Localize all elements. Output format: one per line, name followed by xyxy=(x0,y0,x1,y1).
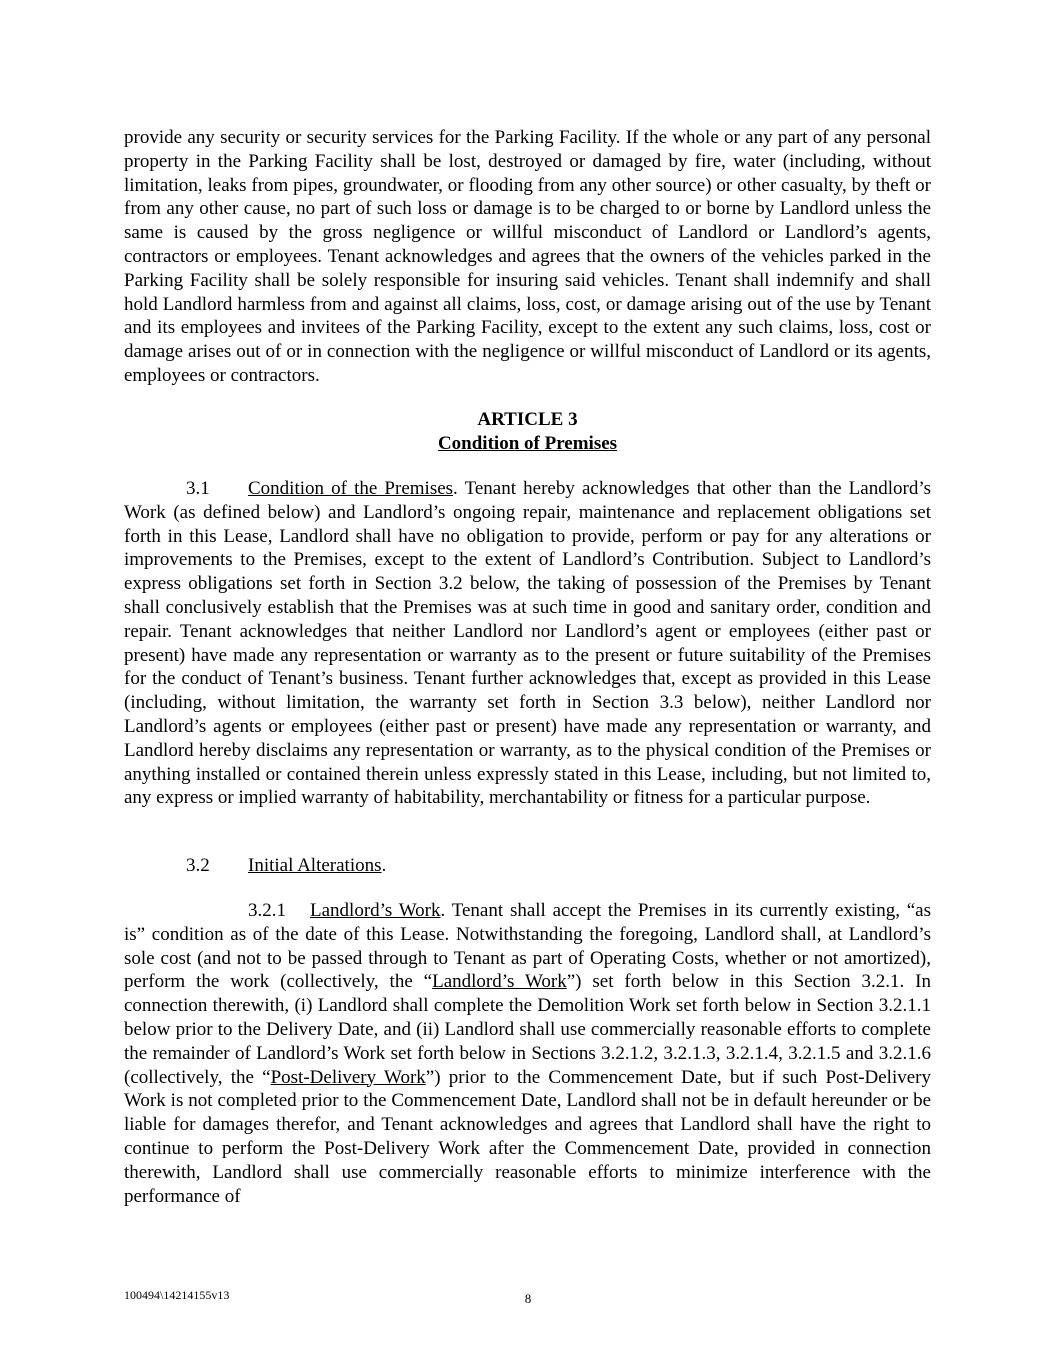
section-3-1-title-suffix: . xyxy=(453,478,458,499)
section-3-2-title: Initial Alterations xyxy=(248,855,382,876)
section-3-1-text: Tenant hereby acknowledges that other than the Landlord’s Work (as defined below) and Landlord’s ongoing repair, maintenance and replacement obligations set forth in this Lease, Landlord shall have no obligation to provide, perform or pay for any alterations or improvements to the Premises, except to the extent of Landlord’s Contribution. Subject to Landlord’s express obligations set forth in Section 3.2 below, the taking of possession of the Premises by Tenant shall conclusively establish that the Premises was at such time in good and sanitary order, condition and repair. Tenant acknowledges that neither Landlord nor Landlord’s agent or employees (either past or present) have made any representation or warranty as to the present or future suitability of the Premises for the conduct of Tenant’s business. Tenant further acknowledges that, except as provided in this Lease (including, without limitation, the warranty set forth in Section 3.3 below), neither Landlord nor Landlord’s agents or employees (either past or present) have made any representation or warranty, and Landlord hereby disclaims any representation or warranty, as to the physical condition of the Premises or anything installed or contained therein unless expressly stated in this Lease, including, but not limited to, any express or implied warranty of habitability, merchantability or fitness for a particular purpose. xyxy=(124,478,931,809)
section-3-2-1-text-a: . Tenant shall accept the Premises in its currently existing, “as is” condition as of the date of this Lease. Notwithstanding the foregoing, Landlord shall, at Landlord’s sole cost (and not to be passed through to Tenant as part of Operating Costs, whether or not amortized), perform the work (collectively, the “ xyxy=(124,900,931,993)
section-3-2-1-text-b: ”) set forth below in this Section 3.2.1. In connection therewith, (i) Landlord shall complete the Demolition Work set forth below in Section 3.2.1.1 below prior to the Delivery Date, and (ii) Landlord shall use commercially reasonable efforts to complete the remainder of Landlord’s Work set forth below in Sections 3.2.1.2, 3.2.1.3, 3.2.1.4, 3.2.1.5 and 3.2.1.6 (collectively, the “ xyxy=(124,971,932,1088)
defined-term-post-delivery-work: Post-Delivery Work xyxy=(270,1066,426,1088)
section-3-2-1-number: 3.2.1 xyxy=(248,900,286,921)
section-3-2-title-suffix: . xyxy=(381,855,387,876)
section-3-2 xyxy=(124,854,931,878)
article-title: Condition of Premises xyxy=(437,433,618,454)
section-3-2-1-text-c: ”) prior to the Commencement Date, but if such Post-Delivery Work is not completed prior to the Commencement Date, Landlord shall not be in default hereunder or be liable for damages therefor, and Tenant acknowledges and agrees that Landlord shall have the right to continue to perform the Post-Delivery Work after the Commencement Date, provided in connection therewith, Landlord shall use commercially reasonable efforts to minimize interference with the performance of xyxy=(124,1066,931,1207)
section-3-1-title: Condition of the Premises xyxy=(248,478,454,499)
section-3-1-number: 3.1 xyxy=(186,478,210,499)
article-heading: ARTICLE 3 xyxy=(477,409,578,430)
section-3-2-1-title: Landlord’s Work xyxy=(310,900,441,921)
section-3-2-number: 3.2 xyxy=(186,855,210,876)
section-3-1 xyxy=(124,477,931,810)
section-3-2-1 xyxy=(124,899,931,1208)
page-number: 8 xyxy=(524,1291,532,1306)
footer-document-id: 100494\14214155v13 xyxy=(124,1288,230,1302)
paragraph-parking-facility: provide any security or security services for the Parking Facility. If the whole or any part of any personal property in the Parking Facility shall be lost, destroyed or damaged by fire, water (including, without limitation, leaks from pipes, groundwater, or flooding from any other source) or other casualty, by theft or from any other cause, no part of such loss or damage is to be charged to or borne by Landlord unless the same is caused by the gross negligence or willful misconduct of Landlord or Landlord’s agents, contractors or employees. Tenant acknowledges and agrees that the owners of the vehicles parked in the Parking Facility shall be solely responsible for insuring said vehicles. Tenant shall indemnify and shall hold Landlord harmless from and against all claims, loss, cost, or damage arising out of the use by Tenant and its employees and invitees of the Parking Facility, except to the extent any such claims, loss, cost or damage arises out of or in connection with the negligence or willful misconduct of Landlord or its agents, employees or contractors. xyxy=(124,127,931,386)
defined-term-landlords-work: Landlord’s Work xyxy=(432,971,567,993)
